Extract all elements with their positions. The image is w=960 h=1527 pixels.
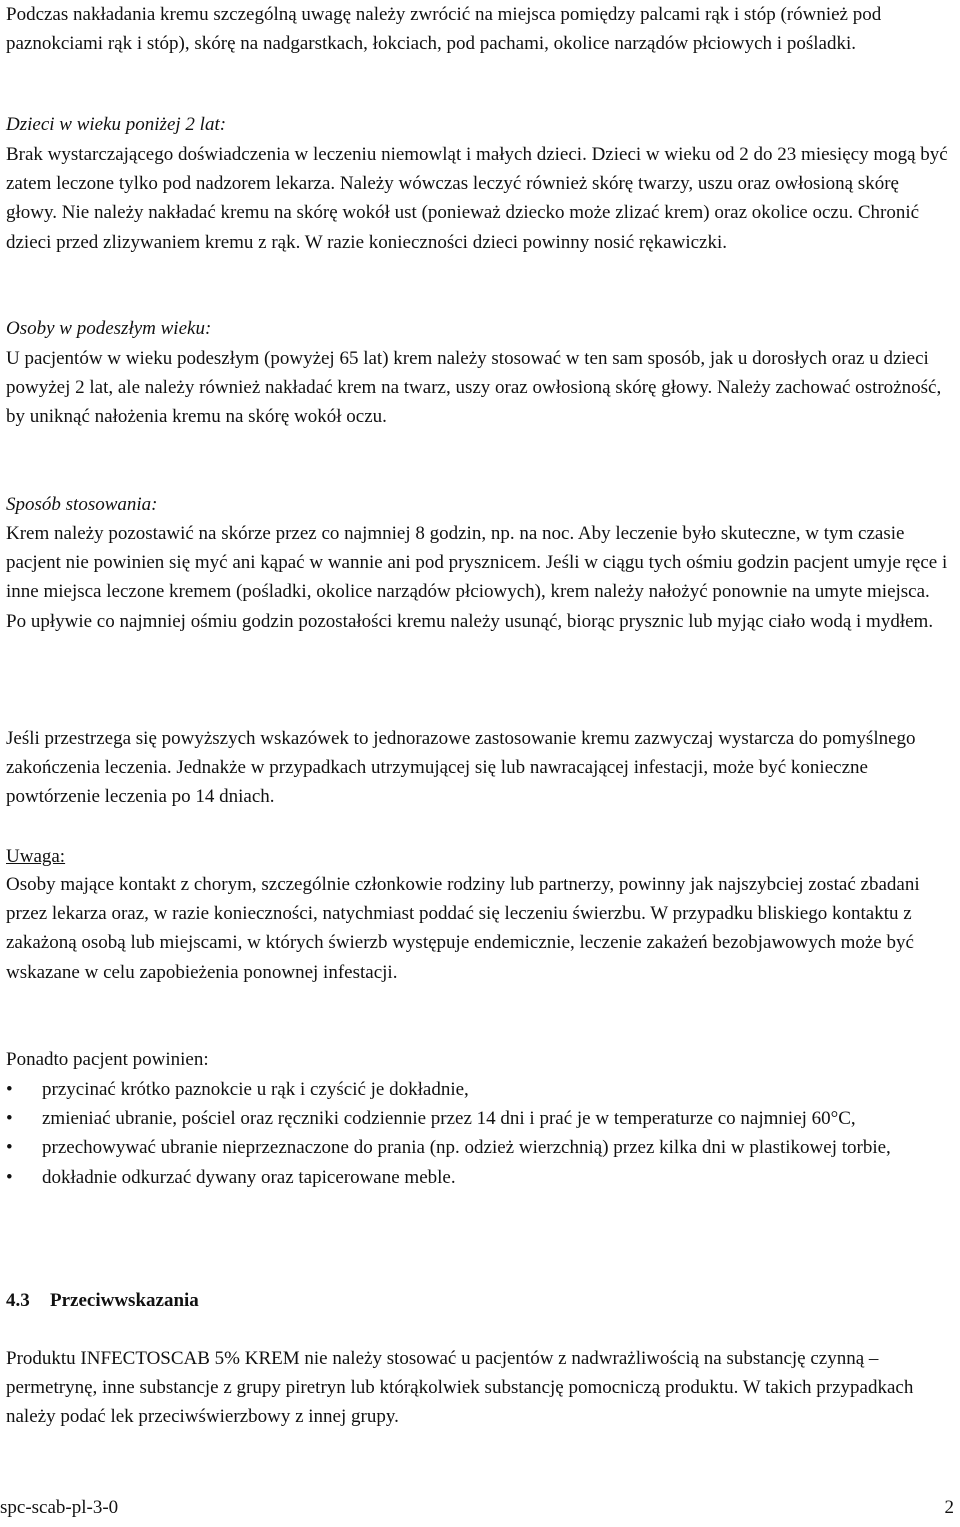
- bullet-icon: •: [6, 1166, 13, 1188]
- usage-paragraph: Krem należy pozostawić na skórze przez co najmniej 8 godzin, np. na noc. Aby leczenie było skuteczne, w tym czasie pacjent nie powinien się myć ani kąpać w wannie ani pod prysznicem. Jeśli w ciągu tych ośmiu godzin pacjent umyje ręce i inne miejsca leczone kremem (pośladki, okolice narządów płciowych), krem należy nałożyć ponownie na umyte miejsca. Po upływie co najmniej ośmiu godzin pozostałości kremu należy usunąć, biorąc prysznic lub myjąc ciało wodą i mydłem.: [6, 523, 948, 632]
- note-heading-text: Uwaga:: [6, 846, 66, 867]
- followup-paragraph: Jeśli przestrzega się powyższych wskazówek to jednorazowe zastosowanie kremu zazwyczaj wystarcza do pomyślnego zakończenia leczenia. Jednakże w przypadkach utrzymującej się lub nawracającej infestacji, może być konieczne powtórzenie leczenia po 14 dniach.: [6, 728, 916, 808]
- list-item: [6, 1104, 954, 1133]
- patient-heading: Ponadto pacjent powinien:: [6, 1049, 209, 1070]
- list-item: [6, 1163, 954, 1192]
- bullet-icon: •: [6, 1137, 13, 1159]
- list-item-text: zmieniać ubranie, pościel oraz ręczniki codziennie przez 14 dni i prać je w temperaturze co najmniej 60°C,: [42, 1108, 856, 1130]
- footer-document-id: spc-scab-pl-3-0: [0, 1497, 119, 1518]
- usage-heading: Sposób stosowania:: [6, 494, 158, 515]
- elderly-heading: Osoby w podeszłym wieku:: [6, 318, 212, 339]
- section-heading: [6, 1286, 199, 1315]
- note-heading: [6, 842, 954, 871]
- elderly-paragraph: U pacjentów w wieku podeszłym (powyżej 65 lat) krem należy stosować w ten sam sposób, jak u dorosłych oraz u dzieci powyżej 2 lat, ale należy również nakładać krem na twarz, uszy oraz owłosioną skórę głowy. Należy zachować ostrożność, by uniknąć nałożenia kremu na skórę wokół oczu.: [6, 348, 942, 428]
- bullet-icon: •: [6, 1108, 13, 1130]
- note-paragraph: Osoby mające kontakt z chorym, szczególnie członkowie rodziny lub partnerzy, powinny jak najszybciej zostać zbadani przez lekarza oraz, w razie konieczności, natychmiast poddać się leczeniu świerzbu. W przypadku bliskiego kontaktu z zakażoną osobą lub miejscami, w których świerzb występuje endemicznie, leczenie zakażeń bezobjawowych może być wskazane w celu zapobieżenia ponownej infestacji.: [6, 874, 920, 983]
- bullet-icon: •: [6, 1079, 13, 1100]
- children-heading: Dzieci w wieku poniżej 2 lat:: [6, 114, 227, 135]
- footer-page-number: 2: [944, 1497, 954, 1518]
- intro-paragraph: Podczas nakładania kremu szczególną uwagę należy zwrócić na miejsca pomiędzy palcami rąk i stóp (również pod paznokciami rąk i stóp), skórę na nadgarstkach, łokciach, pod pachami, okolice narządów płciowych i pośladki.: [6, 4, 882, 55]
- list-item: [6, 1075, 954, 1104]
- list-item-text: przycinać krótko paznokcie u rąk i czyścić je dokładnie,: [42, 1079, 469, 1100]
- section-number: 4.3: [6, 1290, 30, 1311]
- contraindications-paragraph: Produktu INFECTOSCAB 5% KREM nie należy stosować u pacjentów z nadwrażliwością na substancję czynną – permetrynę, inne substancje z grupy piretryn lub którąkolwiek substancję pomocniczą produktu. W takich przypadkach należy podać lek przeciwświerzbowy z innej grupy.: [6, 1348, 914, 1428]
- children-paragraph: Brak wystarczającego doświadczenia w leczeniu niemowląt i małych dzieci. Dzieci w wieku od 2 do 23 miesięcy mogą być zatem leczone tylko pod nadzorem lekarza. Należy wówczas leczyć również skórę twarzy, uszu oraz owłosioną skórę głowy. Nie należy nakładać kremu na skórę wokół ust (ponieważ dziecko może zlizać krem) oraz okolice oczu. Chronić dzieci przed zlizywaniem kremu z rąk. W razie konieczności dzieci powinny nosić rękawiczki.: [6, 144, 948, 253]
- list-item: [6, 1133, 954, 1162]
- list-item-text: dokładnie odkurzać dywany oraz tapicerowane meble.: [42, 1166, 456, 1188]
- list-item-text: przechowywać ubranie nieprzeznaczone do prania (np. odzież wierzchnią) przez kilka dni w plastikowej torbie,: [42, 1137, 891, 1159]
- patient-instructions-list: [6, 1075, 954, 1192]
- section-title: Przeciwwskazania: [50, 1290, 199, 1311]
